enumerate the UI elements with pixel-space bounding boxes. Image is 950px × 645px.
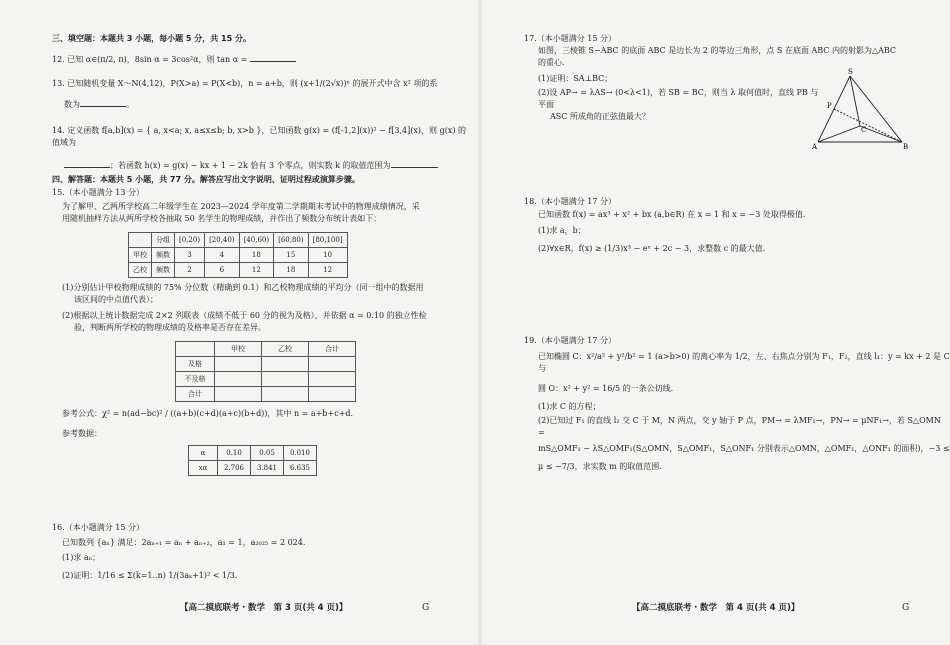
table-cell: 频数 bbox=[152, 248, 175, 263]
question-13-line2: 数为 。 bbox=[64, 100, 134, 109]
table-row bbox=[189, 446, 317, 461]
question-12-text: 12. 已知 α∈(π/2, π)，8sin α = 3cos²α，则 tan α = bbox=[52, 55, 248, 64]
question-19-part1: (1)求 C 的方程； bbox=[538, 402, 601, 411]
contingency-table bbox=[175, 341, 356, 402]
page-footer: 【高二摸底联考・数学 第 4 页(共 4 页)】 bbox=[632, 603, 800, 613]
table-cell: 3 bbox=[175, 248, 205, 263]
table-cell: 0.010 bbox=[284, 446, 317, 461]
table-row bbox=[176, 372, 356, 387]
question-17-line2: 的重心. bbox=[538, 58, 565, 67]
question-17-line1: 如图，三棱锥 S−ABC 的底面 ABC 是边长为 2 的等边三角形，点 S 在底面 ABC 内的射影为△ABC bbox=[538, 46, 897, 55]
pyramid-figure bbox=[812, 68, 912, 152]
table-cell: 18 bbox=[274, 263, 309, 278]
question-17-header: 17.（本小题满分 15 分） bbox=[524, 34, 616, 43]
reference-data-label: 参考数据： bbox=[62, 429, 102, 438]
question-15-part2-line1: (2)根据以上统计数据完成 2×2 列联表（成绩不低于 60 分的视为及格），并依据 α = 0.10 的独立性检 bbox=[62, 311, 427, 320]
table-row bbox=[129, 263, 348, 278]
question-16 bbox=[62, 537, 472, 582]
table-cell: 0.10 bbox=[218, 446, 251, 461]
table-cell: 15 bbox=[274, 248, 309, 263]
question-15-part1-line2: 该区间的中点值代表）； bbox=[74, 295, 158, 304]
label-A: A bbox=[812, 143, 818, 151]
table-cell: 12 bbox=[308, 263, 347, 278]
question-15-intro bbox=[62, 201, 472, 225]
table-cell: 12 bbox=[239, 263, 274, 278]
reference-formula: 参考公式：χ² = n(ad−bc)² / ((a+b)(c+d)(a+c)(b+d))，其中 n = a+b+c+d. bbox=[62, 409, 354, 418]
table-row bbox=[189, 461, 317, 476]
answer-blank bbox=[80, 98, 126, 107]
label-P: P bbox=[827, 102, 832, 110]
question-13 bbox=[52, 78, 472, 111]
question-14 bbox=[52, 125, 472, 172]
label-S: S bbox=[848, 68, 853, 76]
table-header-row bbox=[176, 342, 356, 357]
question-15-line1: 为了解甲、乙两所学校高二年级学生在 2023—2024 学年度第二学期期末考试中的物理成绩情况，采 bbox=[62, 202, 420, 211]
question-18 bbox=[538, 209, 950, 255]
question-15-part2-line2: 验，判断两所学校的物理成绩的及格率是否存在差异。 bbox=[74, 323, 266, 332]
question-18-part2: (2)∀x∈R，f(x) ≥ (1/3)x³ − eˣ + 2c − 3，求整数 c 的最大值. bbox=[538, 244, 766, 253]
answer-blank bbox=[391, 159, 437, 168]
reference-table bbox=[188, 445, 317, 476]
answer-blank bbox=[64, 159, 110, 168]
table-header-cell: [20,40) bbox=[205, 233, 240, 248]
question-18-part1: (1)求 a，b； bbox=[538, 226, 586, 235]
answer-blank bbox=[250, 53, 296, 62]
page-footer: 【高二摸底联考・数学 第 3 页(共 4 页)】 bbox=[180, 603, 348, 613]
question-15-part2 bbox=[62, 310, 472, 334]
question-19-line1: 已知椭圆 C：x²/a² + y²/b² = 1 (a>b>0) 的离心率为 1/2，左、右焦点分别为 F₁，F₂，直线 l₁：y = kx + 2 是 C 与 bbox=[538, 352, 950, 373]
table-header-cell bbox=[176, 342, 215, 357]
table-cell: 3.841 bbox=[251, 461, 284, 476]
table-cell: 频数 bbox=[152, 263, 175, 278]
question-14-line1: 14. 定义函数 f[a,b](x) = { a, x<a; x, a≤x≤b; b, x>b }，已知函数 g(x) = (f[-1,2](x))² − f[3,4](x)，则 g(x) 的值域为 bbox=[52, 126, 466, 147]
table-header-cell: 合计 bbox=[309, 342, 356, 357]
question-13-line2-text: 数为 bbox=[64, 100, 80, 109]
table-header-cell: [40,60) bbox=[239, 233, 274, 248]
label-C: C bbox=[861, 126, 867, 134]
question-19-part2-line1: (2)已知过 F₁ 的直线 l₂ 交 C 于 M，N 两点，交 y 轴于 P 点，PM→ = λMF₁→，PN→ = μNF₁→，若 S△OMN = bbox=[538, 416, 941, 437]
table-header-cell: [80,100] bbox=[308, 233, 347, 248]
table-cell: 10 bbox=[308, 248, 347, 263]
table-header-cell: 分组 bbox=[152, 233, 175, 248]
question-13-line1: 13. 已知随机变量 X～N(4,12)，P(X>a) = P(X<b)，n = a+b，则 (x+1/(2√x))ⁿ 的展开式中含 x² 项的系 bbox=[52, 79, 438, 88]
table-header-row bbox=[129, 233, 348, 248]
table-cell: 乙校 bbox=[129, 263, 152, 278]
question-19-header: 19.（本小题满分 17 分） bbox=[524, 336, 616, 345]
question-16-part2: (2)证明：1/16 ≤ Σ(k=1..n) 1/(3aₖ+1)² < 1/3. bbox=[62, 571, 238, 580]
table-cell: 甲校 bbox=[129, 248, 152, 263]
segment-PB bbox=[834, 109, 902, 142]
table-cell: xα bbox=[189, 461, 218, 476]
question-15-part1 bbox=[62, 282, 472, 306]
question-15-line2: 用随机抽样方法从两所学校各抽取 50 名学生的物理成绩，并作出了频数分布统计表如下： bbox=[62, 214, 382, 223]
version-mark: G bbox=[422, 603, 430, 613]
question-19-part2-line2: mS△OMF₁ − λS△OMF₁(S△OMN，S△OMF₁，S△ONF₁ 分别表示△OMN，△OMF₁，△ONF₁ 的面积)，−3 ≤ bbox=[538, 444, 950, 453]
question-15-part1-line1: (1)分别估计甲校物理成绩的 75% 分位数（精确到 0.1）和乙校物理成绩的平均分（同一组中的数据用 bbox=[62, 283, 424, 292]
version-mark: G bbox=[902, 603, 910, 613]
question-16-part1: (1)求 aₙ； bbox=[62, 553, 101, 562]
question-19 bbox=[538, 351, 950, 473]
question-14-line2: ；若函数 h(x) = g(x) − kx + 1 − 2k 恰有 3 个零点，则实数 k 的取值范围为 . bbox=[52, 159, 472, 172]
table-cell: 6 bbox=[205, 263, 240, 278]
edge-SC bbox=[850, 76, 860, 126]
table-header-cell: [0,20) bbox=[175, 233, 205, 248]
question-12 bbox=[52, 53, 296, 66]
section-4-heading: 四、解答题：本题共 5 小题，共 77 分。解答应写出文字说明、证明过程或演算步骤。 bbox=[52, 175, 360, 184]
table-cell: α bbox=[189, 446, 218, 461]
table-header-cell: 甲校 bbox=[215, 342, 262, 357]
question-15-header: 15.（本小题满分 13 分） bbox=[52, 188, 144, 197]
table-row bbox=[129, 248, 348, 263]
question-14-line2-text: ；若函数 h(x) = g(x) − kx + 1 − 2k 恰有 3 个零点，则实数 k 的取值范围为 bbox=[110, 161, 391, 170]
table-cell: 不及格 bbox=[176, 372, 215, 387]
table-cell: 2 bbox=[175, 263, 205, 278]
question-16-header: 16.（本小题满分 15 分） bbox=[52, 523, 144, 532]
table-cell: 2.706 bbox=[218, 461, 251, 476]
table-cell: 合计 bbox=[176, 387, 215, 402]
question-17-part2-line1: (2)设 AP→ = λAS→ (0<λ<1)，若 SB = BC，则当 λ 取何值时，直线 PB 与平面 bbox=[538, 88, 819, 109]
table-cell: 6.635 bbox=[284, 461, 317, 476]
table-cell: 4 bbox=[205, 248, 240, 263]
label-B: B bbox=[903, 143, 909, 151]
question-19-line2: 圆 O：x² + y² = 16/5 的一条公切线. bbox=[538, 384, 674, 393]
frequency-table bbox=[128, 232, 348, 278]
table-row bbox=[176, 357, 356, 372]
page-4 bbox=[482, 0, 950, 645]
question-16-line1: 已知数列 {aₙ} 满足：2aₙ₊₁ = aₙ + aₙ₊₂，a₁ = 1，a₂₀₂₅ = 2 024. bbox=[62, 538, 306, 547]
section-3-heading: 三、填空题：本题共 3 小题，每小题 5 分，共 15 分。 bbox=[52, 34, 251, 43]
table-header-cell: [60,80) bbox=[274, 233, 309, 248]
question-17-part1: (1)证明：SA⊥BC； bbox=[538, 74, 613, 83]
table-cell: 18 bbox=[239, 248, 274, 263]
table-header-cell: 乙校 bbox=[262, 342, 309, 357]
question-17-part2-line2: ASC 所成角的正弦值最大？ bbox=[550, 112, 650, 121]
table-cell: 及格 bbox=[176, 357, 215, 372]
question-18-header: 18.（本小题满分 17 分） bbox=[524, 197, 616, 206]
question-19-part2-line3: μ ≤ −7/3，求实数 m 的取值范围. bbox=[538, 462, 662, 471]
table-row bbox=[176, 387, 356, 402]
question-18-line1: 已知函数 f(x) = ax³ + x² + bx (a,b∈R) 在 x = 1 和 x = −3 处取得极值. bbox=[538, 210, 806, 219]
table-cell: 0.05 bbox=[251, 446, 284, 461]
